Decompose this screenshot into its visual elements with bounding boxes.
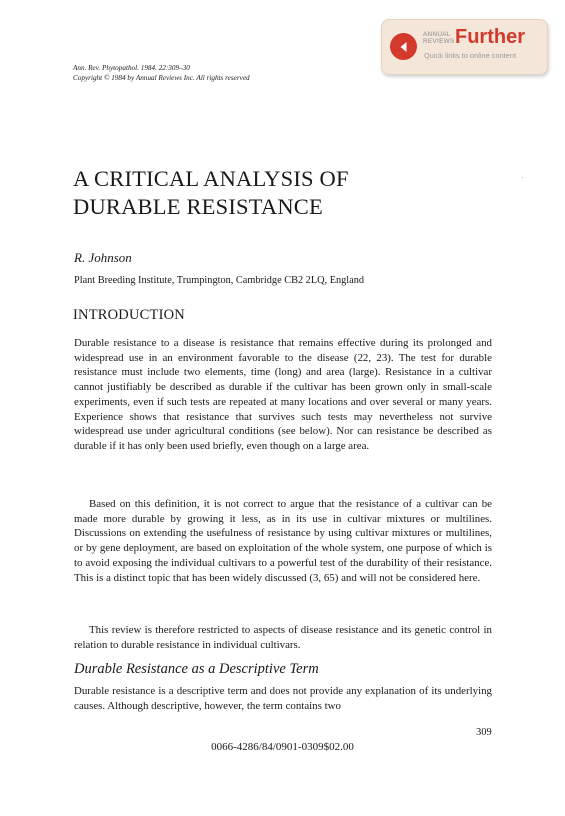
subsection-heading: Durable Resistance as a Descriptive Term (74, 661, 319, 677)
copyright-line: Copyright © 1984 by Annual Reviews Inc. All rights reserved (73, 73, 250, 82)
page-number: 309 (476, 727, 492, 738)
journal-citation (73, 64, 250, 83)
title-line-1: A CRITICAL ANALYSIS OF (73, 166, 349, 191)
scan-speck (522, 177, 523, 178)
further-label: Further (455, 26, 525, 48)
paragraph-1: Durable resistance to a disease is resistance that remains effective during its prolonged and widespread use in an environment favorable to the disease (22, 23). The test for durable resistance must include two elements, time (long) and area (large). Resistance in a cultivar cannot justifiably be described as durable if the cultivar has been grown only in small-scale experiments, even if such tests are repeated at many locations and over several or many years. Experience shows that resistance that survives such tests may nevertheless not survive widespread use under agricultural conditions (see below). Nor can resistance be described as durable if it has only been used briefly, even though on a large area. (74, 337, 492, 452)
further-reviews-badge[interactable] (381, 19, 548, 75)
paragraph-3: This review is therefore restricted to aspects of disease resistance and its genetic control in relation to durable resistance in individual cultivars. (74, 624, 492, 651)
paragraph-2: Based on this definition, it is not correct to argue that the resistance of a cultivar can be made more durable by growing it less, as in its use in cultivar mixtures or multilines. Discussions on extending the usefulness of resistance by using cultivar mixtures or multilines, or by gene deployment, are based on exploitation of the whole system, one purpose of which is to avoid exposing the individual cultivars to a powerful test of the durability of their resistance. This is a distinct topic that has been widely discussed (3, 65) and will not be considered here. (74, 498, 492, 584)
author-name: R. Johnson (74, 250, 132, 265)
section-heading: INTRODUCTION (73, 307, 185, 323)
paragraph-4: Durable resistance is a descriptive term and does not provide any explanation of its underlying causes. Although descriptive, however, the term contains two (74, 685, 492, 712)
quick-links-label: Quick links to online content (424, 51, 517, 60)
journal-citation-line: Ann. Rev. Phytopathol. 1984. 22:309–30 (73, 64, 190, 72)
article-title (73, 165, 349, 221)
chevron-left-icon (390, 33, 417, 60)
issn-code: 0066-4286/84/0901-0309$02.00 (211, 741, 354, 753)
title-line-2: DURABLE RESISTANCE (73, 194, 323, 219)
annual-reviews-logo-text: ANNUAL REVIEWS (423, 31, 455, 45)
author-affiliation: Plant Breeding Institute, Trumpington, Cambridge CB2 2LQ, England (74, 275, 365, 286)
